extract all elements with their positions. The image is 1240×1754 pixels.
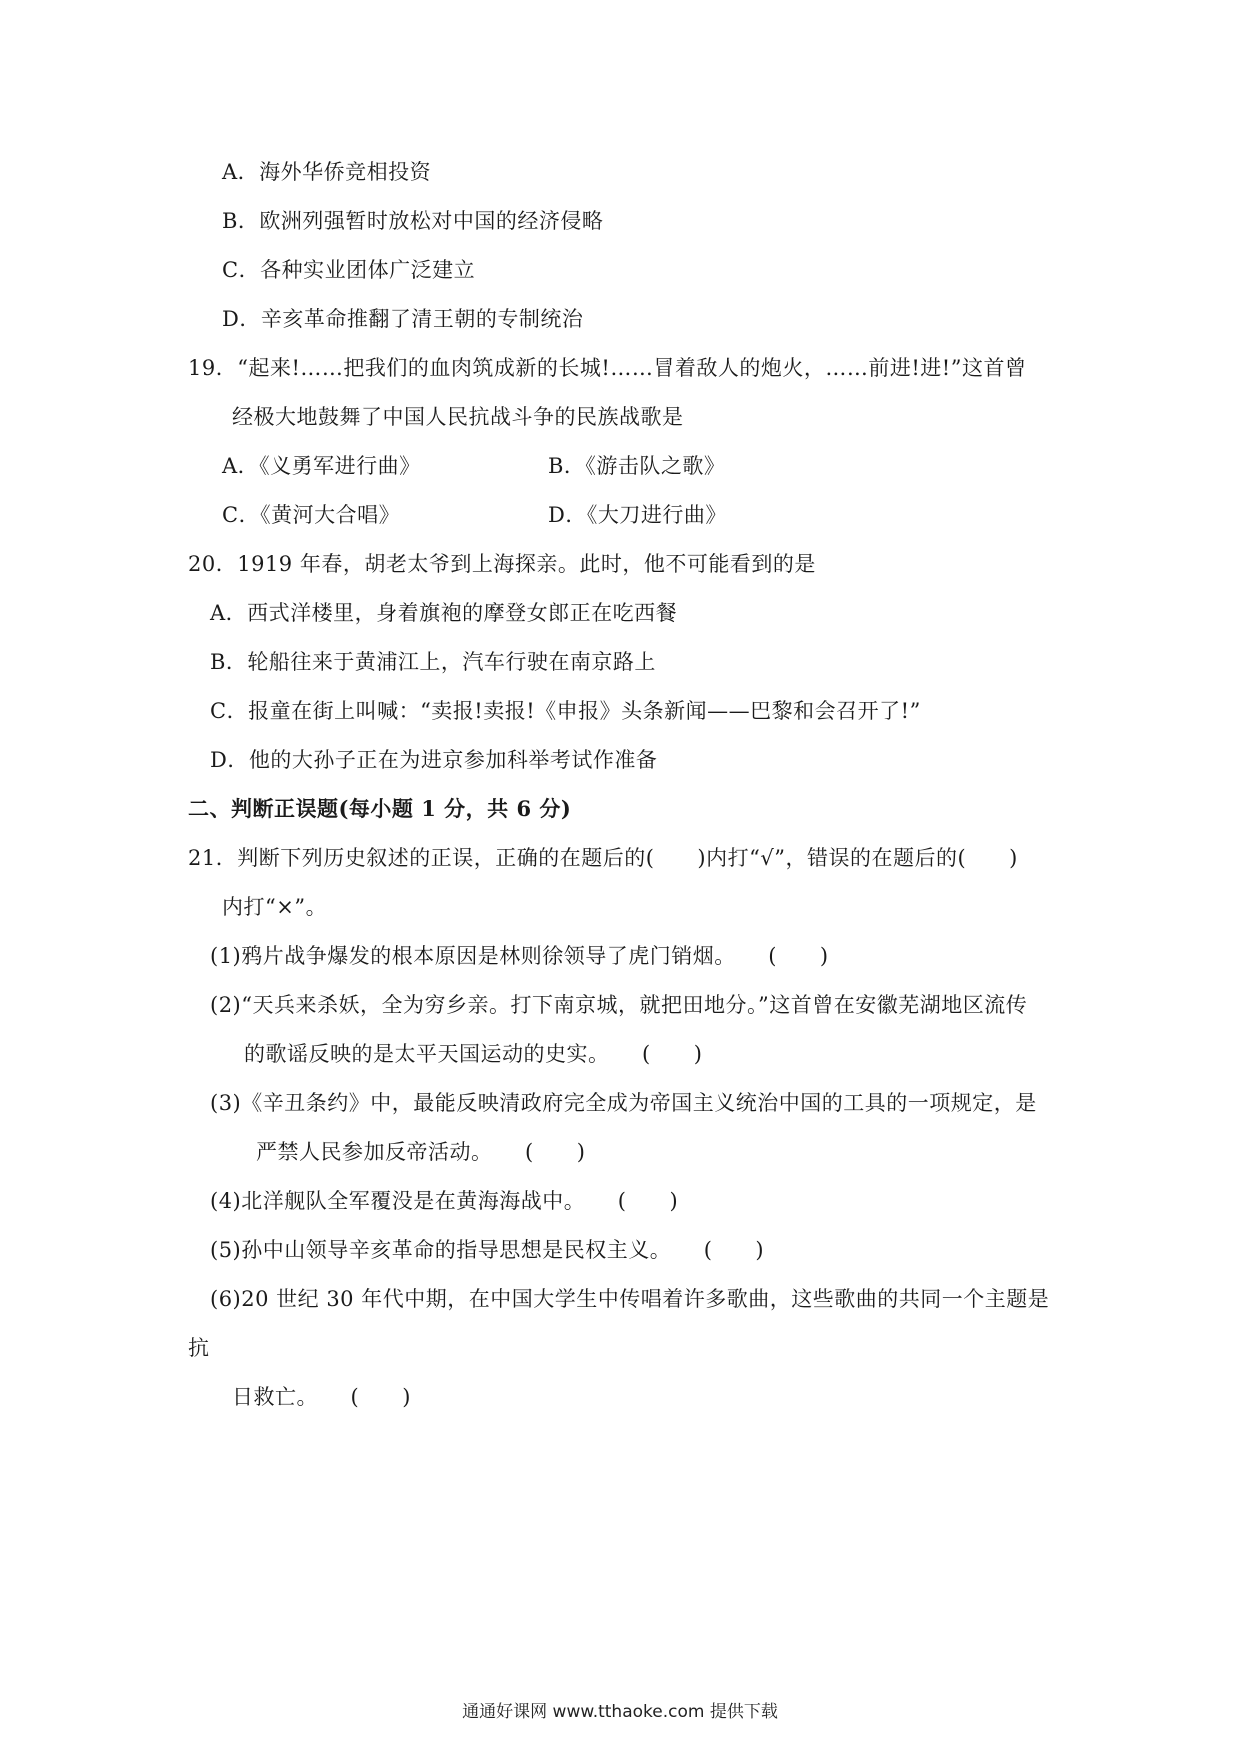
q19-option-a: A．《义勇军进行曲》 [222,454,421,478]
q18-option-a: A．海外华侨竞相投资 [222,160,432,184]
q18-option-d: D．辛亥革命推翻了清王朝的专制统治 [222,307,584,331]
q19-stem-line1: 19．“起来!……把我们的血肉筑成新的长城!……冒着敌人的炮火，……前进!进!”这首曾 [188,356,1027,380]
q21-stem-line2: 内打“×”。 [222,895,328,919]
q21-item-5: (5)孙中山领导辛亥革命的指导思想是民权主义。 ( ) [210,1238,765,1262]
q19-option-d: D．《大刀进行曲》 [548,503,727,527]
q21-item-3-line2: 严禁人民参加反帝活动。 ( ) [256,1140,586,1164]
q20-option-d: D．他的大孙子正在为进京参加科举考试作准备 [210,748,658,772]
q21-item-4: (4)北洋舰队全军覆没是在黄海海战中。 ( ) [210,1189,679,1213]
q21-stem-line1: 21．判断下列历史叙述的正误，正确的在题后的( )内打“√”，错误的在题后的( ) [188,846,1018,870]
q21-item-6-line1: (6)20 世纪 30 年代中期，在中国大学生中传唱着许多歌曲，这些歌曲的共同一个主题是 [210,1287,1050,1311]
section-heading: 二、判断正误题(每小题 1 分，共 6 分) [188,796,572,821]
q20-stem: 20．1919 年春，胡老太爷到上海探亲。此时，他不可能看到的是 [188,552,816,576]
q19-option-b: B．《游击队之歌》 [548,454,726,478]
q21-item-6-line2: 抗 [188,1336,210,1360]
q18-option-b: B．欧洲列强暂时放松对中国的经济侵略 [222,209,604,233]
q20-option-c: C．报童在街上叫喊：“卖报!卖报!《申报》头条新闻——巴黎和会召开了!” [210,699,921,723]
q21-item-3-line1: (3)《辛丑条约》中，最能反映清政府完全成为帝国主义统治中国的工具的一项规定，是 [210,1091,1037,1115]
q20-option-a: A．西式洋楼里，身着旗袍的摩登女郎正在吃西餐 [210,601,678,625]
q18-option-c: C．各种实业团体广泛建立 [222,258,476,282]
q20-option-b: B．轮船往来于黄浦江上，汽车行驶在南京路上 [210,650,656,674]
q19-stem-line2: 经极大地鼓舞了中国人民抗战斗争的民族战歌是 [232,405,684,429]
q21-item-2-line1: (2)“天兵来杀妖，全为穷乡亲。打下南京城，就把田地分。”这首曾在安徽芜湖地区流传 [210,993,1028,1017]
page-footer: 通通好课网 www.tthaoke.com 提供下载 [462,1702,778,1722]
q21-item-1: (1)鸦片战争爆发的根本原因是林则徐领导了虎门销烟。 ( ) [210,944,829,968]
q21-item-2-line2: 的歌谣反映的是太平天国运动的史实。 ( ) [244,1042,703,1066]
q21-item-6-line3: 日救亡。 ( ) [232,1385,411,1409]
q19-option-c: C．《黄河大合唱》 [222,503,401,527]
